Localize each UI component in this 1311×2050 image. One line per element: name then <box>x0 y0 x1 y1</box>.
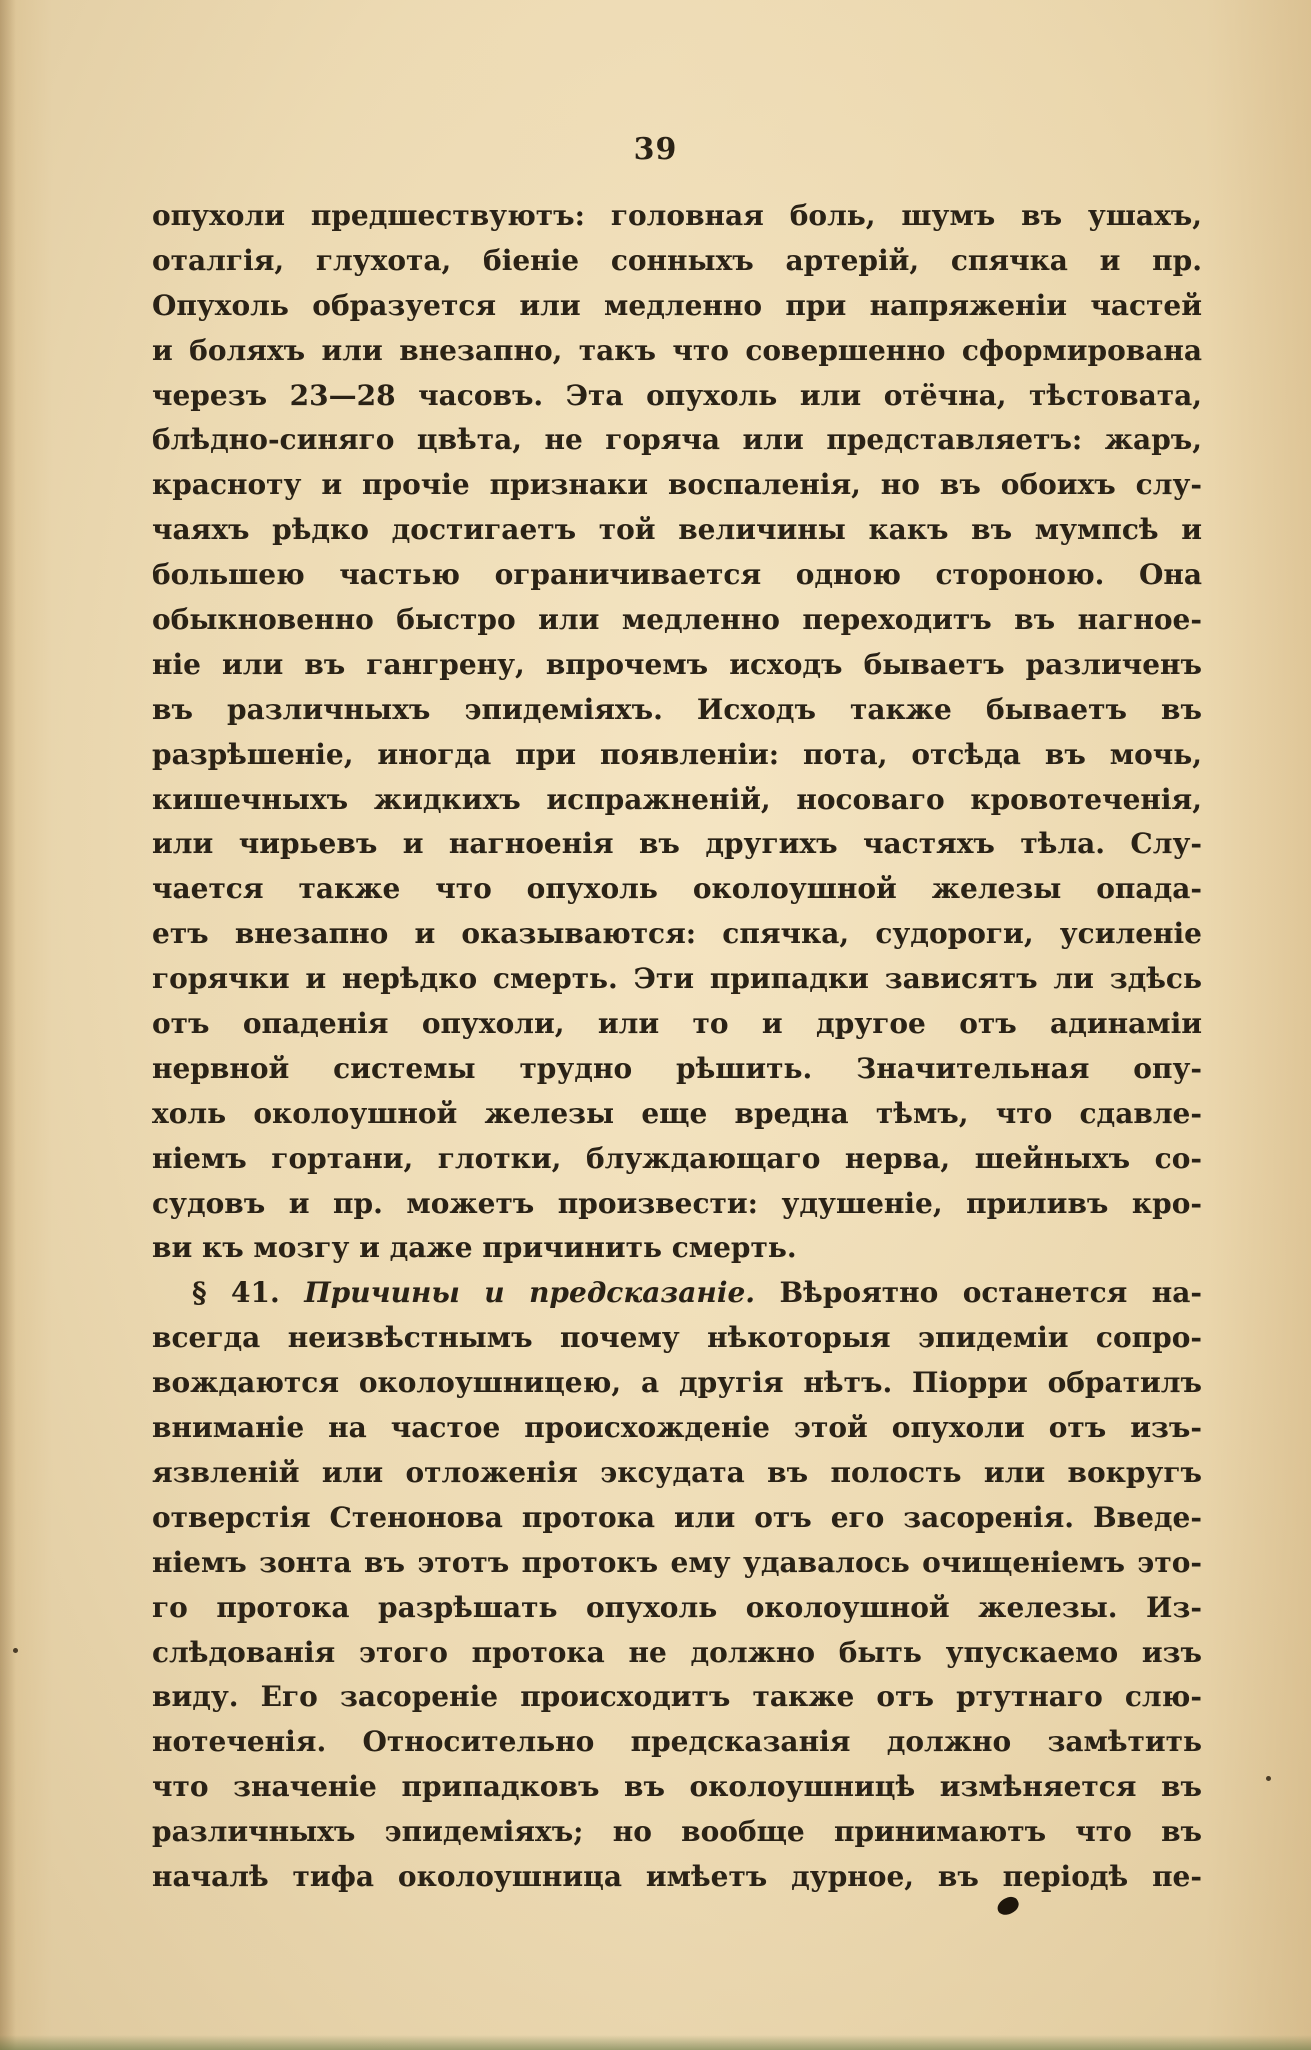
page-edge-shadow-left <box>0 0 16 2050</box>
text-line: что значеніе припадковъ въ околоушницѣ измѣняется въ <box>152 1770 1202 1804</box>
text-line: холь околоушной железы еще вредна тѣмъ, что сдавле- <box>152 1096 1202 1130</box>
paragraph-end-line: ви къ мозгу и даже причинить смерть. <box>152 1231 797 1265</box>
text-line: различныхъ эпидеміяхъ; но вообще принимаютъ что въ <box>152 1815 1202 1849</box>
text-line: Опухоль образуется или медленно при напряженіи частей <box>152 288 1202 322</box>
text-line: въ различныхъ эпидеміяхъ. Исходъ также бываетъ въ <box>152 692 1202 726</box>
text-line: кишечныхъ жидкихъ испражненій, носоваго кровотеченія, <box>152 782 1202 816</box>
page-number: 39 <box>633 132 678 167</box>
text-line: язвленій или отложенія эксудата въ полость или вокругъ <box>152 1455 1202 1489</box>
text-line: блѣдно-синяго цвѣта, не горяча или представляетъ: жаръ, <box>152 423 1202 457</box>
text-line: или чирьевъ и нагноенія въ другихъ частяхъ тѣла. Слу- <box>152 827 1202 861</box>
text-line: го протока разрѣшать опухоль околоушной железы. Из- <box>152 1590 1202 1624</box>
text-line: етъ внезапно и оказываются: спячка, судороги, усиленіе <box>152 917 1202 951</box>
text-line: нотеченія. Относительно предсказанія должно замѣтить <box>152 1725 1202 1759</box>
ink-speck <box>1266 1776 1271 1781</box>
text-line: отверстія Стенонова протока или отъ его засоренія. Введе- <box>152 1500 1202 1534</box>
section-first-line <box>152 1271 1202 1316</box>
text-line: черезъ 23—28 часовъ. Эта опухоль или отёчна, тѣстовата, <box>152 378 1202 412</box>
text-line: нервной системы трудно рѣшить. Значительная опу- <box>152 1051 1202 1085</box>
text-line: горячки и нерѣдко смерть. Эти припадки зависятъ ли здѣсь <box>152 962 1202 996</box>
text-line: ніемъ зонта въ этотъ протокъ ему удавалось очищеніемъ это- <box>152 1545 1202 1579</box>
text-line: отъ опаденія опухоли, или то и другое отъ адинаміи <box>152 1007 1202 1041</box>
text-line: оталгія, глухота, біеніе сонныхъ артерій, спячка и пр. <box>152 243 1202 277</box>
text-line: чаяхъ рѣдко достигаетъ той величины какъ въ мумпсѣ и <box>152 513 1202 547</box>
section-heading: Причины и предсказаніе. <box>304 1276 756 1310</box>
text-line: всегда неизвѣстнымъ почему нѣкоторыя эпидеміи сопро- <box>152 1321 1202 1355</box>
body-text <box>152 194 1202 1900</box>
text-line: разрѣшеніе, иногда при появленіи: пота, отсѣда въ мочь, <box>152 737 1202 771</box>
text-line: чается также что опухоль околоушной железы опада- <box>152 872 1202 906</box>
text-line: виду. Его засореніе происходитъ также отъ ртутнаго слю- <box>152 1680 1202 1714</box>
text-line: вождаются околоушницею, а другія нѣтъ. Піорри обратилъ <box>152 1366 1202 1400</box>
section-first-line-text: Вѣроятно останется на- <box>779 1276 1202 1310</box>
text-line: и боляхъ или внезапно, такъ что совершенно сформирована <box>152 333 1202 367</box>
text-line: опухоли предшествуютъ: головная боль, шумъ въ ушахъ, <box>152 199 1202 232</box>
text-line: большею частью ограничивается одною стороною. Она <box>152 558 1202 592</box>
text-line: обыкновенно быстро или медленно переходитъ въ нагное- <box>152 603 1202 637</box>
ink-speck <box>13 1648 18 1653</box>
text-line: слѣдованія этого протока не должно быть упускаемо изъ <box>152 1635 1202 1669</box>
section-number: § 41. <box>192 1276 280 1310</box>
page-edge-shadow-bottom <box>0 2035 1311 2050</box>
text-line: красноту и прочіе признаки воспаленія, но въ обоихъ слу- <box>152 468 1202 502</box>
text-line: началѣ тифа околоушница имѣетъ дурное, въ періодѣ пе- <box>152 1859 1202 1893</box>
text-line: вниманіе на частое происхожденіе этой опухоли отъ изъ- <box>152 1411 1202 1445</box>
text-line: судовъ и пр. можетъ произвести: удушеніе, приливъ кро- <box>152 1186 1202 1220</box>
text-line: ніемъ гортани, глотки, блуждающаго нерва, шейныхъ со- <box>152 1141 1202 1175</box>
text-line: ніе или въ гангрену, впрочемъ исходъ бываетъ различенъ <box>152 647 1202 681</box>
